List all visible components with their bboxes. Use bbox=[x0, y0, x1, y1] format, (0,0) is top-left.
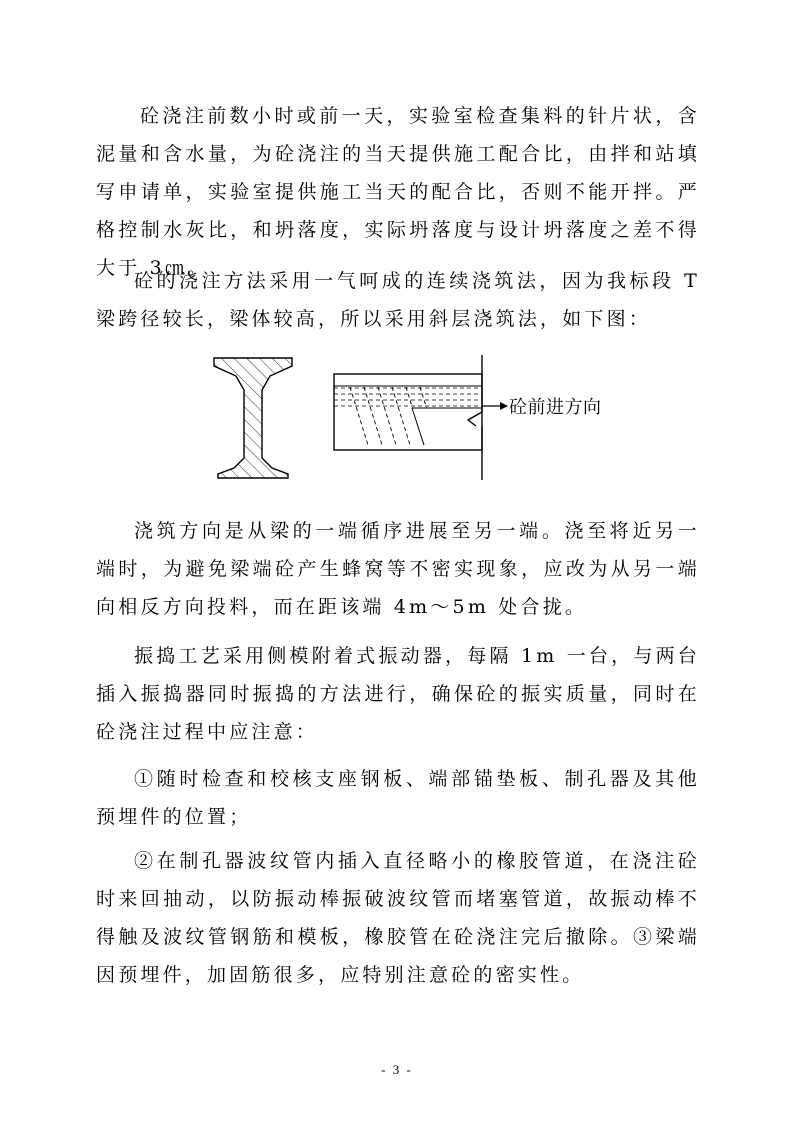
beam-side-elevation bbox=[334, 355, 508, 480]
paragraph-note-2: ②在制孔器波纹管内插入直径略小的橡胶管道，在浇注砼时来回抽动，以防振动棒振破波纹管而堵塞管道，故振动棒不得触及波纹管钢筋和模板，橡胶管在砼浇注完后撤除。③梁端因预埋件，加固筋很多，应特别注意砼的密实性。 bbox=[96, 850, 700, 986]
page-number: - 3 - bbox=[381, 1062, 413, 1077]
figure-drawing bbox=[200, 350, 640, 490]
paragraph-pouring-method: 砼的浇注方法采用一气呵成的连续浇筑法，因为我标段 T 梁跨径较长，梁体较高，所以采用斜层浇筑法，如下图： bbox=[96, 270, 700, 330]
paragraph-concrete-mix-check: 砼浇注前数小时或前一天，实验室检查集料的针片状，含泥量和含水量，为砼浇注的当天提供施工配合比，由拌和站填写申请单，实验室提供施工当天的配合比，否则不能开拌。严格控制水灰比，和坍落度，实际坍落度与设计坍落度之差不得大于 3㎝。 bbox=[96, 105, 700, 279]
t-beam-section bbox=[214, 358, 292, 478]
direction-label: 砼前进方向 bbox=[509, 397, 602, 418]
paragraph-vibration-process: 振捣工艺采用侧模附着式振动器，每隔 1m 一台，与两台插入振捣器同时振捣的方法进行，确保砼的振实质量，同时在砼浇注过程中应注意： bbox=[96, 645, 700, 743]
paragraph-note-1: ①随时检查和校核支座钢板、端部锚垫板、制孔器及其他预埋件的位置； bbox=[96, 768, 700, 828]
oblique-layer-pouring-figure bbox=[200, 350, 640, 490]
paragraph-pouring-direction: 浇筑方向是从梁的一端循序进展至另一端。浇至将近另一端时，为避免梁端砼产生蜂窝等不密实现象，应改为从另一端向相反方向投料，而在距该端 4m～5m 处合拢。 bbox=[96, 520, 700, 618]
